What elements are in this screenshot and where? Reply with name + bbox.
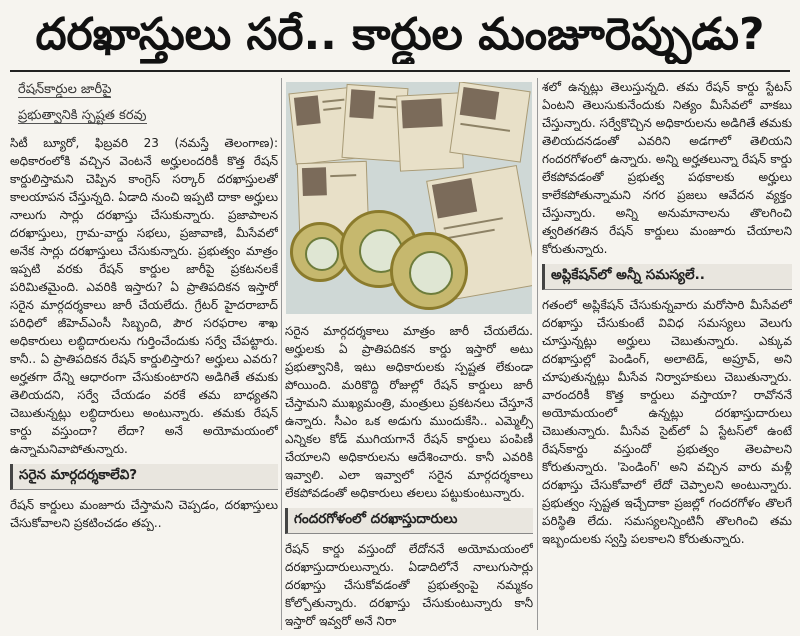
kicker-line-2: ప్రభుత్వానికి స్పష్టత కరవు	[18, 108, 147, 123]
subheading: సరైన మార్గదర్శకాలేవి?	[10, 464, 278, 490]
body-paragraph: శలో ఉన్నట్లు తెలుస్తున్నది. తమ రేషన్ కార్డు స్టేటస్ ఏంటని తెలుసుకునేందుకు నిత్యం మీసేవలో వాకబు చేస్తున్నారు. సర్వేకొచ్చిన అధికారులను అడిగితే తమకు తెలియదనడంతో ఎవరిని అడగాలో తెలియని గందరగోళంలో ఉన్నారు. అన్ని అర్హతలున్నా రేషన్ కార్డు లేకపోవడంతో ప్రభుత్వ పథకాలకు అర్హులు కాలేకపోతున్నామని నగర ప్రజలు ఆవేదన వ్యక్తం చేస్తున్నారు. అన్ని అనుమానాలను తొలగించి త్వరితగతిన రేషన్ కార్డులు మంజూరు చేయాలని కోరుతున్నారు.	[542, 80, 792, 256]
body-paragraph: రేషన్ కార్డు వస్తుందో లేదోననే అయోమయంలో దరఖాస్తుదారులున్నారు. ఏడాదిలోనే నాలుగుసార్లు దరఖాస్తు చేసుకోవడంతో ప్రభుత్వంపై నమ్మకం కోల్పోతున్నారు. దరఖాస్తు చేసుకుంటున్నారు కానీ ఇస్తారో ఇవ్వరో అనే నిరా	[285, 542, 533, 628]
subheading: అప్లికేషన్‌లో అన్నీ సమస్యలే..	[542, 264, 792, 290]
column-divider	[537, 78, 538, 630]
subheading: గందరగోళంలో దరఖాస్తుదారులు	[285, 508, 533, 534]
ration-card-image	[449, 82, 530, 163]
body-paragraph: సరైన మార్గదర్శకాలు మాత్రం జారీ చేయలేదు. అర్హులకు ఏ ప్రాతిపదికన కార్డు ఇస్తారో అటు ప్రభుత్వానికి, ఇటు అధికారులకు స్పష్టత లేకుండా పోయింది. మరికొద్ది రోజుల్లో రేషన్ కార్డులు జారీ చేస్తామని ముఖ్యమంత్రి, మంత్రులు ప్రకటనలు చేస్తూనే ఉన్నారు. సీఎం ఒక అడుగు ముందుకేసి.. ఎమ్మెల్సీ ఎన్నికల కోడ్ ముగియగానే రేషన్ కార్డులు పంపిణీ చేయాలని అధికారులను ఆదేశించారు. కానీ ఎవరికి ఇవ్వాలి. ఎలా ఇవ్వాలో సరైన మార్గదర్శకాలు లేకపోవడంతో అధికారులు తలలు పట్టుకుంటున్నారు.	[285, 324, 533, 500]
headline: దరఖాస్తులు సరే.. కార్డుల మంజూరెప్పుడు?	[35, 9, 765, 60]
ration-cards-photo	[286, 82, 532, 314]
column-1	[10, 78, 278, 630]
column-3	[542, 78, 792, 630]
kicker	[10, 80, 278, 126]
column-2	[285, 322, 533, 630]
body-paragraph: రేషన్ కార్డులు మంజూరు చేస్తామని చెప్పడం, దరఖాస్తులు చేసుకోవాలని ప్రకటించడం తప్ప..	[10, 498, 278, 530]
government-seal-image	[390, 232, 468, 310]
body-paragraph: సిటీ బ్యూరో, ఫిబ్రవరి 23 (నమస్తే తెలంగాణ): అధికారంలోకి వచ్చిన వెంటనే అర్హులందరికీ కొత్త రేషన్ కార్డులిస్తామని చెప్పిన కాంగ్రెస్ సర్కార్ దరఖాస్తులతో కాలయాపన చేస్తున్నది. ఏడాది నుంచి ఇప్పటి దాకా అర్హులు నాలుగు సార్లు దరఖాస్తు చేసుకున్నారు. ప్రజాపాలన దరఖాస్తులు, గ్రామ-వార్డు సభలు, ప్రజావాణి, మీసేవలో అనేక సార్లు దరఖాస్తులు చేసుకున్నారు. ప్రభుత్వం మాత్రం ఇప్పటి వరకు రేషన్ కార్డుల జారీపై ప్రకటనలకే పరిమితమైంది. ఎవరికి ఇస్తారు? ఏ ప్రాతిపదికన ఇస్తారో సరైన మార్గదర్శకాలు జారీ చేయలేదు. గ్రేటర్ హైదరాబాద్ పరిధిలో జీహెచ్ఎంసీ సిబ్బంది, పౌర సరఫరాల శాఖ అధికారులు లబ్ధిదారులను గుర్తించేందుకు సర్వే చేపట్టారు. కానీ.. ఏ ప్రాతిపదికన రేషన్ కార్డులిస్తారు? అర్హులు ఎవరు? అర్హతగా దేన్ని ఆధారంగా చేసుకుంటారని అడిగితే తమకు తెలియదని, సర్వే చేయడం వరకే తమ బాధ్యతని చెబుతున్నట్లు లబ్ధిదారులు అంటున్నారు. తమకు రేషన్ కార్డు వస్తుందా? లేదా? అనే అయోమయంలో ఉన్నామనివాపోతున్నారు.	[10, 136, 278, 456]
kicker-line-1: రేషన్‌కార్డుల జారీపై	[18, 82, 112, 97]
column-divider	[281, 78, 282, 630]
headline-rule	[10, 70, 790, 72]
body-paragraph: గతంలో అప్లికేషన్ చేసుకున్నవారు మరోసారి మీసేవలో దరఖాస్తు చేసుకుంటే వివిధ సమస్యలు వెలుగు చూస్తున్నట్లు అర్హులు చెబుతున్నారు. ఎక్కువ దరఖాస్తుల్లో పెండింగ్, అలాటెడ్, అప్రూవ్, అని చూపుతున్నట్లు మీసేవ నిర్వాహకులు చెబుతున్నారు. వారందరికీ కొత్త కార్డులు వస్తాయా? రావోననే అయోమయంలో ఉన్నట్లు దరఖాస్తుదారులు చెబుతున్నారు. మీసేవ సైట్‌లో ఏ స్టేటస్‌లో ఉంటే రేషన్‌కార్డు వస్తుందో ప్రభుత్వం తెలపాలని కోరుతున్నారు. 'పెండింగ్' అని వచ్చిన వారు మళ్లీ దరఖాస్తు చేసుకోవాలో లేదో చెప్పాలని అంటున్నారు. ప్రభుత్వం స్పష్టత ఇచ్చేదాకా ప్రజల్లో గందరగోళం తొలగే పరిస్థితి లేదు. సమస్యలన్నింటినీ తొలగించి తమ ఇబ్బందులకు స్వస్తి పలకాలని కోరుతున్నారు.	[542, 298, 792, 546]
